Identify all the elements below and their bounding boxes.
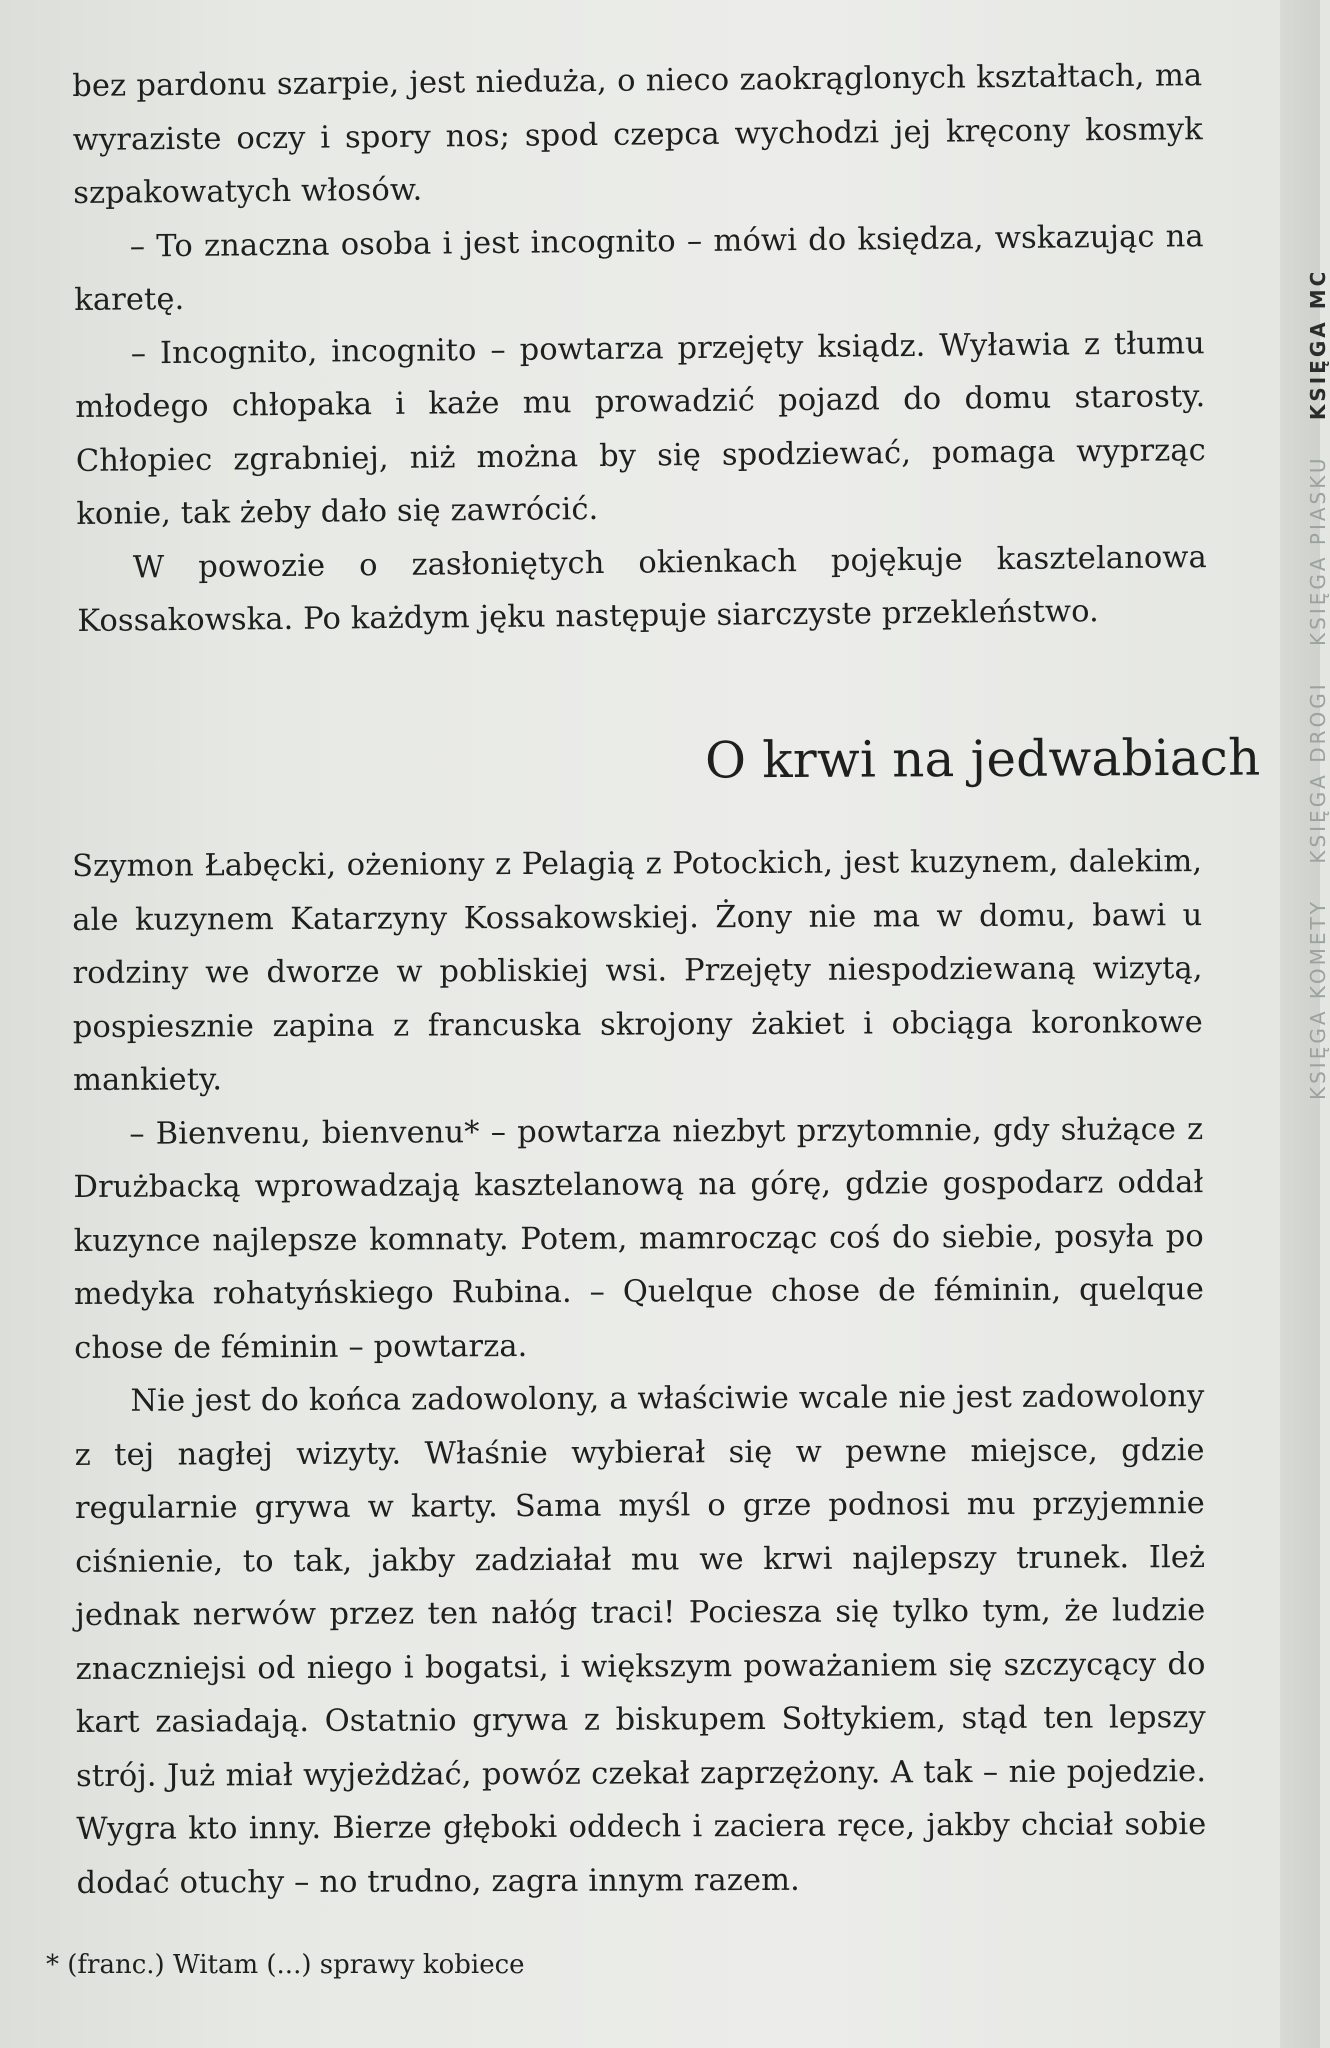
paragraph-dialogue: – Bienvenu, bienvenu* – powtarza niezbyt przytomnie, gdy służące z Drużbacką wprowadzają kasztelanową na górę, gdzie gospodarz oddał kuzynce najlepsze komnaty. Potem, mamrocząc coś do siebie, posyła po medyka rohatyńskiego Rubina. – Quelque chose de féminin, quelque chose de féminin – powtarza. (73, 1111, 1205, 1366)
top-text-block (72, 49, 1208, 648)
paragraph: Nie jest do końca zadowolony, a właściwie wcale nie jest zadowolony z tej nagłej wizyty. Właśnie wybierał się w pewne miejsce, gdzie regularnie grywa w karty. Sama myśl o grze podnosi mu przyjemnie ciśnienie, to tak, jakby zadziałał mu we krwi najlepszy trunek. Ileż jednak nerwów przez ten nałóg traci! Pociesza się tylko tym, że ludzie znaczniejsi od niego i bogatsi, i większym poważaniem się szczycący do kart zasiadają. Ostatnio grywa z biskupem Sołtykiem, stąd ten lepszy strój. Już miał wyjeżdżać, powóz czekał zaprzężony. A tak – nie pojedzie. Wygra kto inny. Bierze głęboki oddech i zaciera ręce, jakby chciał sobie dodać otuchy – no trudno, zagra innym razem. (74, 1379, 1207, 1901)
paragraph-dialogue: – Incognito, incognito – powtarza przejęty ksiądz. Wyławia z tłumu młodego chłopaka i każe mu prowadzić pojazd do domu starosty. Chłopiec zgrabniej, niż można by się spodziewać, pomaga wyprząc konie, tak żeby dało się zawrócić. (75, 325, 1206, 532)
paragraph: W powozie o zasłoniętych okienkach pojękuje kasztelanowa Kossakowska. Po każdym jęku następuje siarczyste przekleństwo. (77, 539, 1207, 639)
running-head-current: KSIĘGA MC (1306, 268, 1330, 421)
running-head-item: KSIĘGA KOMETY (1306, 899, 1330, 1100)
chapter-text-block (72, 835, 1207, 1910)
chapter-heading: O krwi na jedwabiach (704, 728, 1261, 790)
running-head-item: KSIĘGA DROGI (1306, 681, 1330, 864)
running-head-item: KSIĘGA PIASKU (1306, 455, 1330, 646)
paragraph-dialogue: – To znaczna osoba i jest incognito – mówi do księdza, wskazując na karetę. (74, 218, 1204, 318)
footnote: * (franc.) Witam (...) sprawy kobiece (46, 1950, 525, 1980)
running-head (1306, 243, 1330, 1100)
paragraph-first: Szymon Łabęcki, ożeniony z Pelagią z Potockich, jest kuzynem, dalekim, ale kuzynem Katarzyny Kossakowskiej. Żony nie ma w domu, bawi u rodziny we dworze w pobliskiej wsi. Przejęty niespodziewaną wizytą, pospiesznie zapina z francuska skrojony żakiet i obciąga koronkowe mankiety. (72, 844, 1203, 1098)
paragraph-continued: bez pardonu szarpie, jest nieduża, o nieco zaokrąglonych kształtach, ma wyraziste oczy i spory nos; spod czepca wychodzi jej kręcony kosmyk szpakowatych włosów. (72, 58, 1203, 211)
